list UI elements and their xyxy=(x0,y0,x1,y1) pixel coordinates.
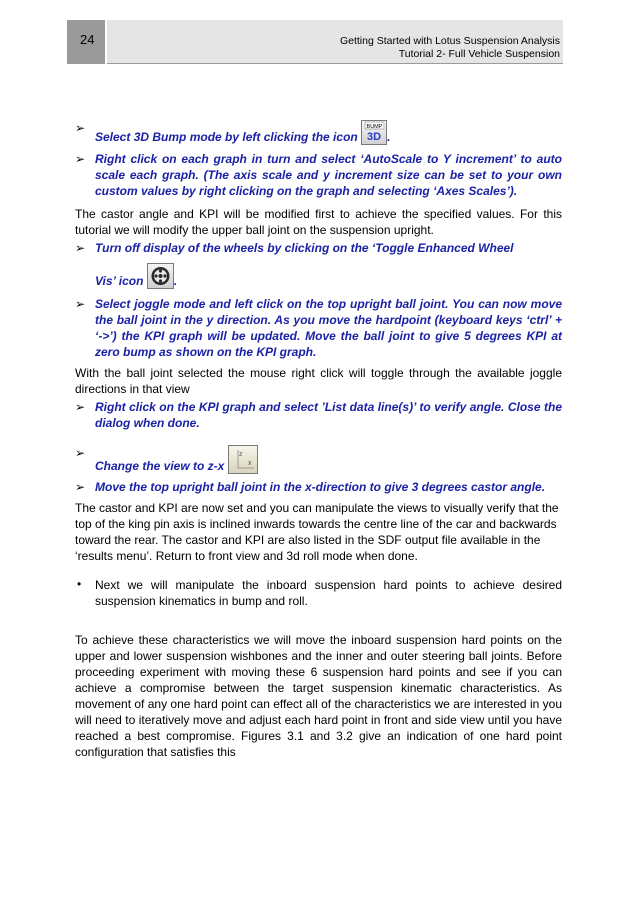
bump-icon-3d: 3D xyxy=(367,131,382,143)
page-content xyxy=(75,120,562,760)
step-move-ball-joint xyxy=(75,479,562,495)
paragraph-castor-kpi: The castor angle and KPI will be modified first to achieve the specified values. For this tutorial we will modify the upper ball joint on the suspension upright. xyxy=(75,207,562,237)
bump-3d-icon[interactable] xyxy=(361,120,387,145)
round-bullet-icon: • xyxy=(77,577,82,591)
step-3d-bump-end: . xyxy=(387,130,391,144)
view-zx-icon-z: z xyxy=(238,451,243,458)
arrow-bullet-icon: ➢ xyxy=(75,241,86,255)
step-toggle-wheel-end: . xyxy=(173,274,178,288)
arrow-bullet-icon: ➢ xyxy=(75,152,86,166)
paragraph-castor-set: The castor and KPI are now set and you can manipulate the views to visually verify that the top of the king pin axis is inclined inwards towards the centre line of the car and backwards toward the rear. The castor and KPI are also listed in the SDF output file available in the ‘results menu’. Return to front view and 3d roll mode when done. xyxy=(75,501,559,563)
header-title-line2: Tutorial 2- Full Vehicle Suspension xyxy=(398,48,560,60)
step-toggle-wheel-line2: Vis’ icon xyxy=(95,274,144,288)
page-header xyxy=(67,20,563,64)
paragraph-characteristics: To achieve these characteristics we will move the inboard suspension hard points on the upper and lower suspension wishbones and the inner and outer steering ball joints. Before proceeding experiment with moving these 6 suspension hard points and see if you can achieve a compromise between the target suspension kinematic characteristics. As movement of any one hard point can effect all of the characteristics we are interested in you will need to iteratively move and adjust each hard point in front and side view until you have reached a best compromise. Figures 3.1 and 3.2 give an indication of one hard point configuration that satisfies this xyxy=(75,633,562,759)
header-title xyxy=(340,35,560,61)
step-toggle-wheel xyxy=(75,240,562,289)
paragraph-ball-joint: With the ball joint selected the mouse right click will toggle through the available joggle directions in that view xyxy=(75,366,562,396)
arrow-bullet-icon: ➢ xyxy=(75,297,86,311)
arrow-bullet-icon: ➢ xyxy=(75,480,86,494)
step-list-data-text: Right click on the KPI graph and select ’List data line(s)’ to verify angle. Close the dialog when done. xyxy=(95,400,562,430)
step-list-data xyxy=(75,399,562,431)
view-zx-icon[interactable] xyxy=(228,445,258,474)
step-joggle-text: Select joggle mode and left click on the top upright ball joint. You can now move the ball joint in the y direction. As you move the hardpoint (keyboard keys ‘ctrl’ + ‘->’) the KPI graph will be updated. Move the ball joint to give 5 degrees KPI at zero bump as shown on the KPI graph. xyxy=(95,297,562,359)
step-3d-bump-text: Select 3D Bump mode by left clicking the icon xyxy=(95,130,358,144)
step-move-ball-joint-text: Move the top upright ball joint in the x-direction to give 3 degrees castor angle. xyxy=(95,480,546,494)
arrow-bullet-icon: ➢ xyxy=(75,400,86,414)
step-3d-bump xyxy=(75,120,562,145)
step-toggle-wheel-line1: Turn off display of the wheels by clicking on the ‘Toggle Enhanced Wheel xyxy=(95,241,514,255)
step-joggle xyxy=(75,296,562,360)
step-autoscale-text: Right click on each graph in turn and select ‘AutoScale to Y increment’ to auto scale each graph. (The axis scale and y increment size can be set to your own custom values by right clicking on the graph and selecting ‘Axes Scales’). xyxy=(95,152,562,198)
header-bar xyxy=(107,20,563,64)
bullet-inboard-text: Next we will manipulate the inboard suspension hard points to achieve desired suspension kinematics in bump and roll. xyxy=(95,578,562,608)
bump-icon-label: BUMP xyxy=(366,123,383,130)
page-number: 24 xyxy=(67,20,105,64)
toggle-wheel-icon[interactable] xyxy=(147,263,174,289)
view-zx-icon-x: x xyxy=(247,460,252,467)
step-autoscale xyxy=(75,151,562,199)
step-view-zx-text: Change the view to z-x xyxy=(95,459,225,473)
step-view-zx xyxy=(75,445,562,474)
arrow-bullet-icon: ➢ xyxy=(75,121,86,135)
header-title-line1: Getting Started with Lotus Suspension Analysis xyxy=(339,35,560,47)
arrow-bullet-icon: ➢ xyxy=(75,446,86,460)
bullet-inboard xyxy=(75,577,562,609)
